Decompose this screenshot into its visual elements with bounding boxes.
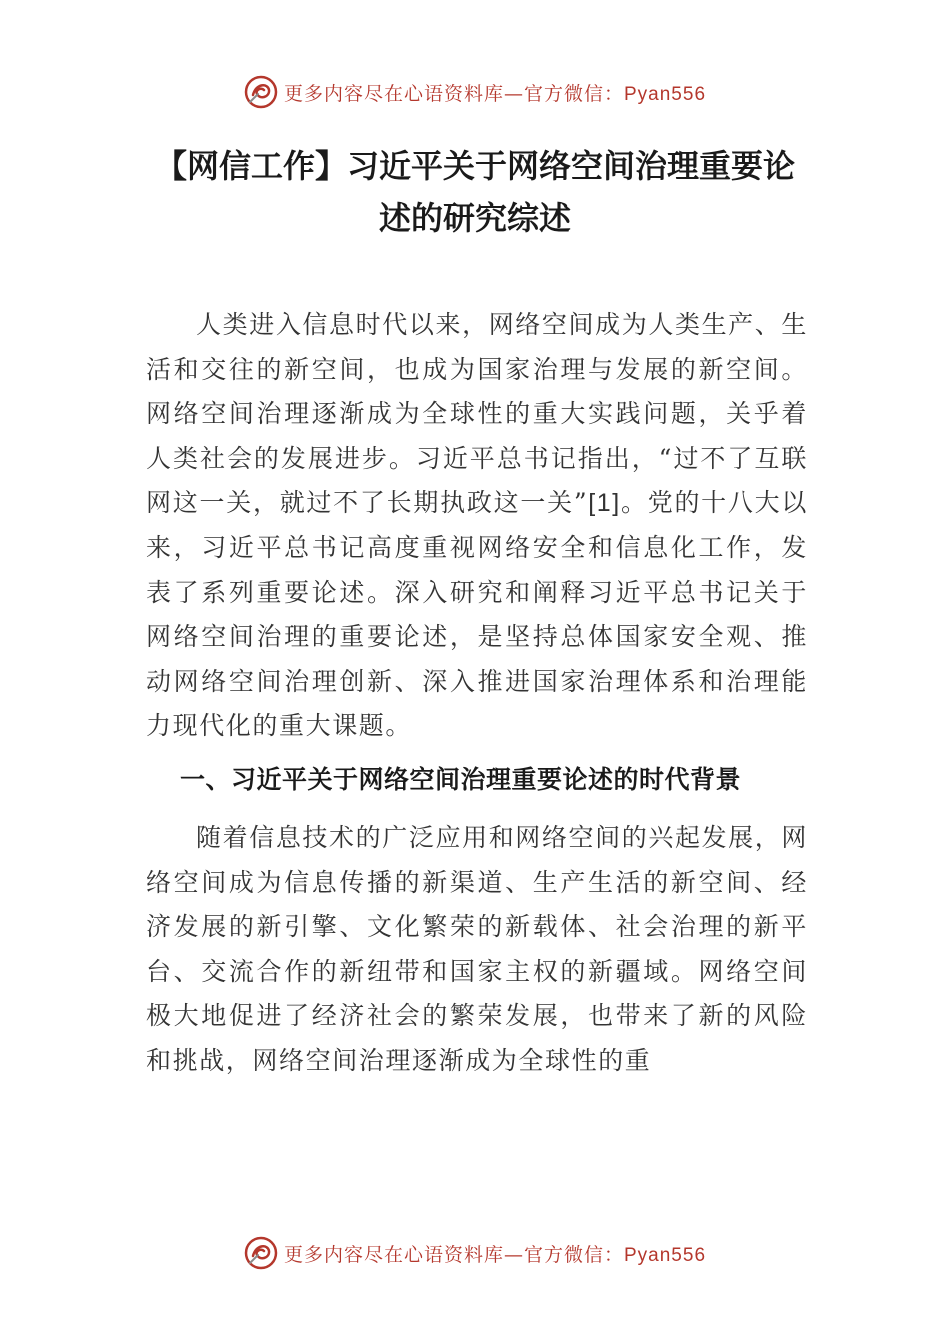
swirl-logo-icon (244, 1236, 278, 1270)
footnote-ref: [1] (588, 489, 621, 518)
section-heading: 一、习近平关于网络空间治理重要论述的时代背景 (180, 765, 742, 794)
document-title: 【网信工作】习近平关于网络空间治理重要论述的研究综述 (154, 147, 795, 237)
footer-banner-handle: Pyan556 (624, 1244, 707, 1266)
header-banner-text: 更多内容尽在心语资料库—官方微信：Pyan556 (283, 82, 707, 105)
header-banner (0, 72, 950, 112)
swirl-logo-icon (244, 75, 278, 109)
footer-banner-text: 更多内容尽在心语资料库—官方微信：Pyan556 (283, 1243, 707, 1266)
footer-banner (0, 1233, 950, 1273)
header-banner-handle: Pyan556 (624, 83, 707, 105)
intro-paragraph: 人类进入信息时代以来，网络空间成为人类生产、生活和交往的新空间，也成为国家治理与发展的新空间。网络空间治理逐渐成为全球性的重大实践问题，关乎着人类社会的发展进步。习近平总书记指出，“过不了互联网这一关，就过不了长期执政这一关”[1]。党的十八大以来，习近平总书记高度重视网络安全和信息化工作，发表了系列重要论述。深入研究和阐释习近平总书记关于网络空间治理的重要论述，是坚持总体国家安全观、推动网络空间治理创新、深入推进国家治理体系和治理能力现代化的重大课题。 (146, 310, 809, 741)
section-paragraph: 随着信息技术的广泛应用和网络空间的兴起发展，网络空间成为信息传播的新渠道、生产生活的新空间、经济发展的新引擎、文化繁荣的新载体、社会治理的新平台、交流合作的新纽带和国家主权的新疆域。网络空间极大地促进了经济社会的繁荣发展，也带来了新的风险和挑战，网络空间治理逐渐成为全球性的重 (146, 823, 808, 1075)
